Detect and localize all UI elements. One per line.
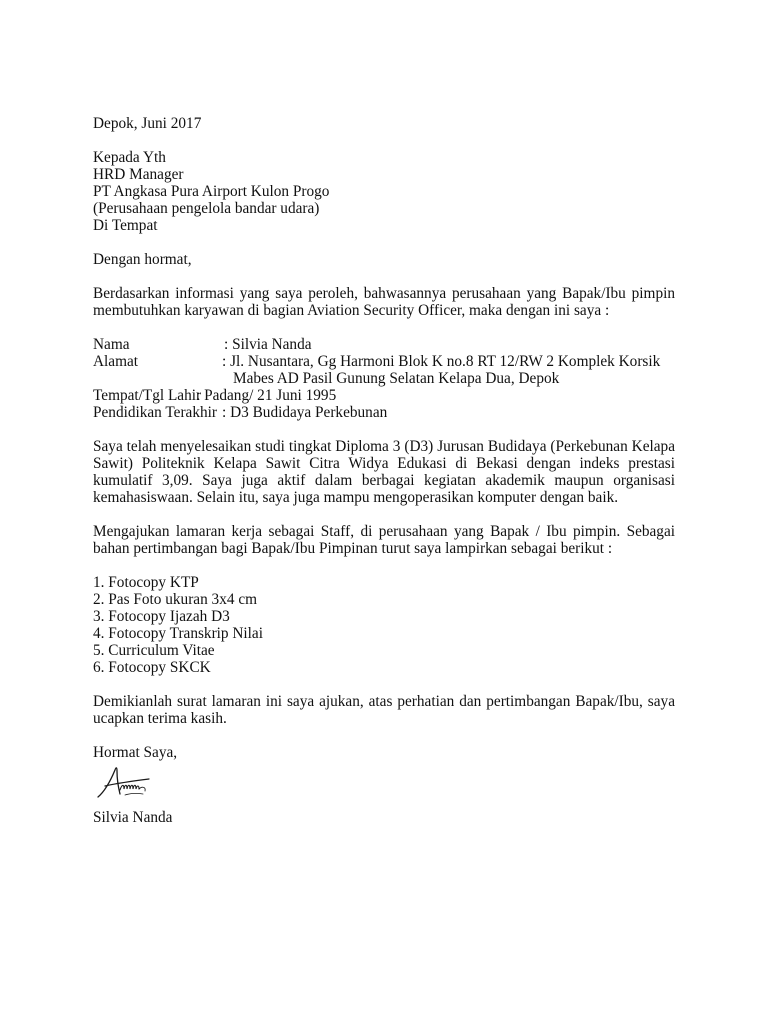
intro-paragraph: Berdasarkan informasi yang saya peroleh, bahwasannya perusahaan yang Bapak/Ibu pimpin membutuhkan karyawan di bagian Aviation Security Officer, maka dengan ini saya : (93, 285, 675, 319)
detail-label-nama: Nama (93, 336, 130, 353)
attachment-item-1: 1. Fotocopy KTP (93, 574, 199, 591)
detail-value-nama: : Silvia Nanda (224, 336, 312, 353)
attachment-item-5: 5. Curriculum Vitae (93, 642, 215, 659)
letter-page (93, 115, 675, 826)
signature-mark (95, 764, 169, 804)
greeting: Dengan hormat, (93, 251, 192, 268)
date-line: Depok, Juni 2017 (93, 115, 202, 132)
study-paragraph: Saya telah menyelesaikan studi tingkat Diploma 3 (D3) Jurusan Budidaya (Perkebunan Kelapa Sawit) Politeknik Kelapa Sawit Citra Widya Edukasi di Bekasi dengan indeks prestasi kumulatif 3,09. Saya juga aktif dalam berbagai kegiatan akademik maupun organisasi kemahasiswaan. Selain itu, saya juga mampu mengoperasikan komputer dengan baik. (93, 438, 675, 506)
applicant-details (93, 336, 675, 421)
attachment-item-4: 4. Fotocopy Transkrip Nilai (93, 625, 263, 642)
detail-row-ttl (93, 387, 675, 404)
recipient-line-5: Di Tempat (93, 217, 158, 234)
signer-name: Silvia Nanda (93, 809, 173, 826)
sign-off: Hormat Saya, (93, 744, 178, 761)
detail-value-ttl: : Padang/ 21 Juni 1995 (196, 387, 337, 404)
detail-value-pendidikan: : D3 Budidaya Perkebunan (222, 404, 388, 421)
detail-value-alamat-cont: Mabes AD Pasil Gunung Selatan Kelapa Dua, Depok (233, 370, 560, 387)
detail-row-pendidikan (93, 404, 675, 421)
attachment-item-3: 3. Fotocopy Ijazah D3 (93, 608, 230, 625)
detail-label-pendidikan: Pendidikan Terakhir (93, 404, 217, 421)
recipient-line-1: Kepada Yth (93, 149, 166, 166)
apply-paragraph: Mengajukan lamaran kerja sebagai Staff, di perusahaan yang Bapak / Ibu pimpin. Sebagai bahan pertimbangan bagi Bapak/Ibu Pimpinan turut saya lampirkan sebagai berikut : (93, 523, 675, 557)
detail-row-alamat (93, 353, 675, 370)
closing-paragraph: Demikianlah surat lamaran ini saya ajukan, atas perhatian dan pertimbangan Bapak/Ibu, saya ucapkan terima kasih. (93, 693, 675, 727)
detail-label-alamat: Alamat (93, 353, 139, 370)
attachment-item-6: 6. Fotocopy SKCK (93, 659, 211, 676)
attachment-item-2: 2. Pas Foto ukuran 3x4 cm (93, 591, 258, 608)
detail-value-alamat: : Jl. Nusantara, Gg Harmoni Blok K no.8 RT 12/RW 2 Komplek Korsik (222, 353, 661, 370)
recipient-line-3: PT Angkasa Pura Airport Kulon Progo (93, 183, 330, 200)
detail-row-nama (93, 336, 675, 353)
recipient-block (93, 149, 675, 234)
signature (93, 761, 675, 809)
recipient-line-4: (Perusahaan pengelola bandar udara) (93, 200, 320, 217)
detail-label-ttl: Tempat/Tgl Lahir (93, 387, 202, 404)
recipient-line-2: HRD Manager (93, 166, 184, 183)
attachment-list (93, 574, 675, 676)
